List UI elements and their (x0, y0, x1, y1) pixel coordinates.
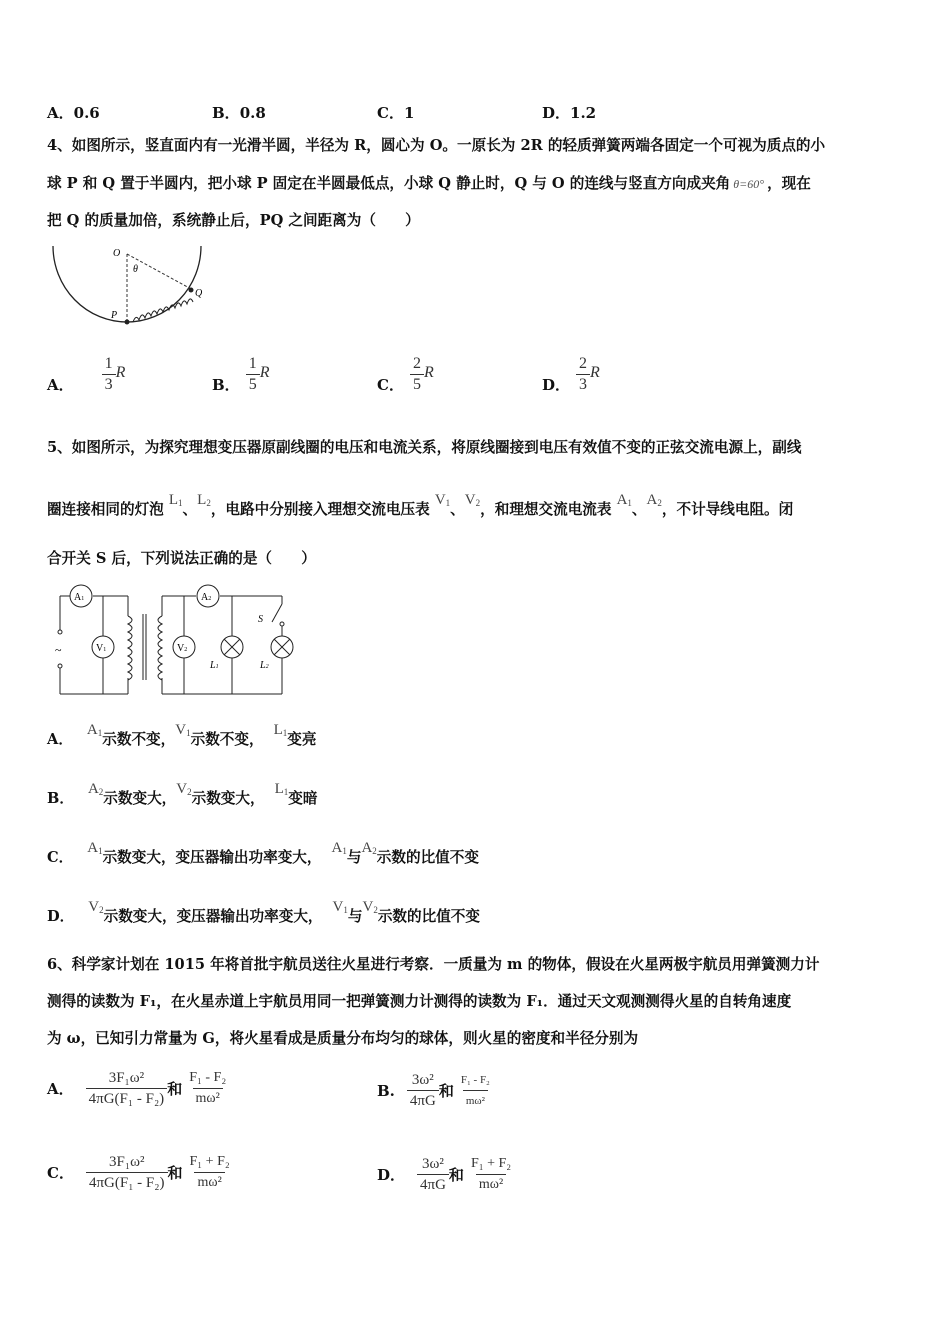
sym-sub: 1 (342, 846, 347, 856)
switch-s-label: S (258, 614, 263, 625)
variable: R (259, 363, 270, 381)
symbol-v2 (176, 781, 191, 797)
denominator: mω² (463, 1090, 488, 1111)
symbol-a1 (87, 722, 102, 738)
numerator: 1 (104, 355, 113, 372)
sym-main: A (646, 492, 658, 508)
sym-main: A (87, 781, 99, 797)
text: 与 (346, 849, 362, 866)
numerator: 2 (579, 355, 588, 372)
option-label: A． (47, 1080, 74, 1098)
denominator: 4πG (407, 1090, 439, 1111)
figure-label-theta: θ (133, 264, 138, 275)
symbol-a1 (87, 840, 102, 856)
option-label: A． (47, 731, 73, 748)
fraction (102, 354, 116, 395)
radius-fraction (468, 1154, 514, 1195)
sym-main: V (176, 781, 188, 797)
and-text: 和 (167, 1080, 183, 1098)
option-label: B． (212, 376, 240, 394)
symbol-v1 (333, 899, 348, 915)
density-fraction (86, 1152, 168, 1193)
symbol-l2 (197, 492, 211, 508)
q5-option-a (47, 722, 317, 753)
text: 示数不变， (102, 731, 176, 748)
q4-line2-text: 球 P 和 Q 置于半圆内，把小球 P 固定在半圆最低点，小球 Q 静止时，Q 与 O 的连线与竖直方向成夹角 (47, 175, 731, 192)
denominator: 3 (576, 374, 590, 395)
meter-a1-label (74, 592, 84, 603)
sym-sub: 1 (283, 787, 289, 797)
sym-main: V (362, 899, 374, 915)
denominator: 4πG(F₁ - F₂) (86, 1172, 168, 1193)
option-label: B. (377, 1081, 395, 1100)
option-label: D． (542, 376, 571, 394)
numerator: F₁ - F₂ (460, 1074, 490, 1086)
option-label: D． (47, 908, 75, 925)
sym-sub: 1 (97, 728, 103, 738)
lbl-sub: 2 (184, 647, 188, 653)
q4-line2-end: ，现在 (767, 175, 811, 192)
figure-label-p: P (111, 310, 118, 321)
numerator: 3F₁ω² (108, 1070, 145, 1086)
radius-fraction (187, 1152, 233, 1193)
q4-option-c (377, 354, 434, 395)
lbl: A (201, 592, 209, 603)
fraction (410, 354, 424, 395)
text: 变暗 (288, 790, 318, 807)
sym-sub: 1 (627, 498, 632, 508)
text: 示数变大， (191, 790, 265, 807)
option-value: 0.8 (239, 104, 266, 122)
lamp-l1-label (209, 660, 219, 671)
sym-sub: 2 (373, 905, 378, 915)
lbl: L (210, 660, 216, 671)
denominator: mω² (193, 1088, 223, 1109)
sym-sub: 2 (206, 498, 211, 508)
lbl-sub: 2 (208, 596, 212, 602)
radius-fraction (458, 1070, 493, 1111)
denominator: mω² (476, 1174, 506, 1195)
and-text: 和 (167, 1164, 183, 1182)
q6-line1: 6、科学家计划在 1015 年将首批宇航员送往火星进行考察．一质量为 m 的物体，假设在火星两极宇航员用弹簧测力计 (47, 956, 820, 973)
sym-sub: 1 (282, 728, 288, 738)
text: ，不计导线电阻。闭 (661, 501, 794, 518)
density-fraction (86, 1068, 168, 1109)
sym-main: A (331, 840, 343, 856)
denominator: 5 (246, 374, 260, 395)
text: 圈连接相同的灯泡 (47, 501, 164, 518)
denominator: mω² (194, 1172, 224, 1193)
symbol-v1 (435, 492, 450, 508)
sym-main: L (274, 781, 284, 797)
density-fraction (407, 1070, 439, 1111)
sym-sub: 2 (99, 905, 104, 915)
sym-sub: 2 (372, 846, 377, 856)
and-text: 和 (438, 1082, 454, 1100)
q3-option-a (47, 102, 100, 123)
figure-label-q: Q (195, 288, 203, 299)
numerator: F₁ + F₂ (189, 1154, 230, 1169)
lbl-sub: 1 (103, 647, 107, 653)
density-fraction (417, 1154, 449, 1195)
symbol-l1 (169, 492, 183, 508)
text: 与 (347, 908, 363, 925)
q3-option-c (377, 102, 414, 123)
denominator: 4πG(F₁ - F₂) (86, 1088, 168, 1109)
text: ，电路中分别接入理想交流电压表 (210, 501, 430, 518)
sym-sub: 1 (98, 846, 103, 856)
sym-main: V (434, 492, 446, 508)
option-label: C． (377, 376, 404, 394)
numerator: 3ω² (422, 1156, 444, 1172)
ac-source-icon: ~ (55, 643, 62, 657)
text: 变亮 (287, 731, 317, 748)
denominator: 4πG (417, 1174, 449, 1195)
sym-main: A (86, 722, 98, 738)
symbol-v2 (465, 492, 480, 508)
q5-option-c (47, 840, 479, 871)
numerator: F₁ - F₂ (189, 1070, 227, 1085)
q6-option-c (47, 1152, 233, 1193)
numerator: 3ω² (411, 1072, 434, 1088)
q5-option-b (47, 781, 318, 812)
symbol-v2 (362, 899, 377, 915)
symbol-l1 (275, 781, 289, 797)
sym-sub: 2 (657, 498, 662, 508)
sym-sub: 2 (98, 787, 104, 797)
option-label: C． (47, 849, 74, 866)
q6-option-b (377, 1070, 493, 1111)
text: 示数的比值不变 (377, 908, 480, 925)
lbl-sub: 1 (215, 664, 219, 670)
q4-line3: 把 Q 的质量加倍，系统静止后，PQ 之间距离为（ ） (47, 212, 420, 229)
option-label: C． (377, 104, 404, 122)
separator: 、 (450, 501, 465, 518)
theta-value: θ=60° (733, 177, 765, 191)
sym-main: A (87, 840, 99, 856)
variable: R (115, 363, 126, 381)
fraction (576, 354, 590, 395)
symbol-a2 (88, 781, 103, 797)
text: 示数不变， (190, 731, 264, 748)
lbl: V (177, 643, 185, 654)
meter-v2-label (177, 643, 187, 654)
option-label: C． (47, 1164, 74, 1182)
sym-sub: 1 (178, 498, 183, 508)
meter-v1-label (96, 643, 106, 654)
option-label: D． (542, 104, 571, 122)
sym-main: L (168, 492, 179, 508)
text: 示数变大， (103, 790, 177, 807)
text: ，和理想交流电流表 (480, 501, 612, 518)
symbol-a2 (647, 492, 662, 508)
numerator: 3F₁ω² (109, 1154, 145, 1170)
sym-main: V (332, 899, 344, 915)
q4-option-a (47, 354, 125, 395)
option-label: B． (212, 104, 240, 122)
lbl: A (74, 592, 82, 603)
sym-main: A (361, 840, 373, 856)
text: 示数的比值不变 (376, 849, 479, 866)
transformer-circuit-figure (50, 584, 300, 704)
q4-option-d (542, 354, 600, 395)
option-value: 1.2 (570, 104, 597, 122)
option-value: 1 (403, 104, 415, 122)
denominator: 5 (410, 374, 424, 395)
option-label: D． (377, 1166, 406, 1184)
lamp-l2-label (259, 660, 269, 671)
text: 示数变大，变压器输出功率变大， (103, 908, 323, 925)
symbol-v2 (88, 899, 103, 915)
sym-sub: 2 (475, 498, 481, 508)
fraction (246, 354, 260, 395)
symbol-a1 (617, 492, 632, 508)
q6-option-a (47, 1068, 229, 1109)
q6-line2: 测得的读数为 F₁，在火星赤道上宇航员用同一把弹簧测力计测得的读数为 F₁．通过天文观测测得火星的自转角速度 (47, 993, 792, 1010)
numerator: 1 (248, 355, 257, 372)
meter-a2-label (201, 592, 211, 603)
numerator: F₁ + F₂ (470, 1156, 512, 1171)
q5-line1: 5、如图所示，为探究理想变压器原副线圈的电压和电流关系，将原线圈接到电压有效值不变的正弦交流电源上，副线 (47, 439, 802, 456)
symbol-v1 (175, 722, 190, 738)
sym-main: L (273, 722, 283, 738)
q4-option-b (212, 354, 269, 395)
lbl-sub: 1 (81, 596, 85, 602)
figure-label-o: O (113, 248, 121, 259)
variable: R (423, 363, 434, 381)
option-label: A． (47, 104, 74, 122)
q3-option-b (212, 102, 266, 123)
sym-main: L (197, 492, 207, 508)
lbl-sub: 2 (265, 664, 269, 670)
q5-option-d (47, 899, 480, 930)
q4-line2 (47, 174, 811, 194)
sym-sub: 1 (186, 728, 191, 738)
sym-sub: 2 (187, 787, 192, 797)
q6-option-d (377, 1154, 514, 1195)
separator: 、 (631, 501, 647, 518)
option-label: B． (47, 790, 74, 807)
sym-main: A (616, 492, 628, 508)
q4-line1: 4、如图所示，竖直面内有一光滑半圆，半径为 R，圆心为 O。一原长为 2R 的轻质弹簧两端各固定一个可视为质点的小 (47, 137, 826, 154)
text: 示数变大，变压器输出功率变大， (102, 849, 322, 866)
sym-main: V (175, 722, 187, 738)
and-text: 和 (448, 1166, 464, 1184)
variable: R (590, 363, 600, 381)
sym-sub: 1 (445, 498, 451, 508)
symbol-a2 (361, 840, 376, 856)
option-value: 0.6 (73, 104, 100, 122)
separator: 、 (182, 501, 198, 518)
q3-option-d (542, 102, 596, 123)
q5-line2 (47, 492, 794, 523)
option-label: A． (47, 376, 74, 394)
symbol-a1 (331, 840, 346, 856)
sym-main: V (464, 492, 476, 508)
sym-sub: 1 (343, 905, 348, 915)
radius-fraction (186, 1068, 229, 1109)
lbl: L (260, 660, 266, 671)
numerator: 2 (412, 355, 421, 372)
sym-main: V (88, 899, 100, 915)
lbl: V (96, 643, 104, 654)
denominator: 3 (102, 374, 116, 395)
symbol-l1 (274, 722, 288, 738)
semicircle-figure (47, 246, 207, 330)
q6-line3: 为 ω，已知引力常量为 G，将火星看成是质量分布均匀的球体，则火星的密度和半径分别为 (47, 1030, 639, 1047)
q5-line3: 合开关 S 后，下列说法正确的是（ ） (47, 550, 316, 567)
